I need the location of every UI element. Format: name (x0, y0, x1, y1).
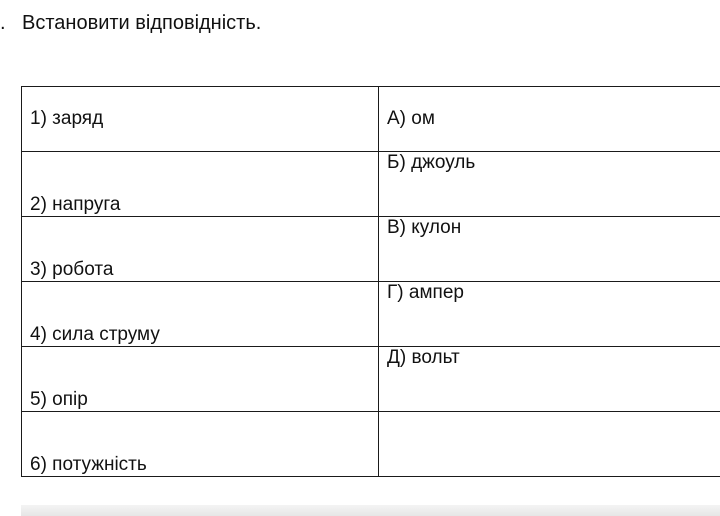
quantity-cell: 6) потужність (22, 412, 379, 477)
unit-cell: А) ом (379, 87, 720, 152)
quantity-cell: 5) опір (22, 347, 379, 412)
unit-cell: Б) джоуль (379, 152, 720, 217)
table-row (22, 412, 720, 477)
quantity-cell: 2) напруга (22, 152, 379, 217)
table-row (22, 87, 720, 152)
table-row (22, 217, 720, 282)
table-row (22, 282, 720, 347)
quantity-cell: 3) робота (22, 217, 379, 282)
table-row (22, 347, 720, 412)
unit-cell-empty (379, 412, 720, 477)
unit-cell: В) кулон (379, 217, 720, 282)
table-row (22, 152, 720, 217)
page-bottom-shadow (21, 505, 720, 516)
unit-cell: Д) вольт (379, 347, 720, 412)
unit-cell: Г) ампер (379, 282, 720, 347)
task-title: Встановити відповідність. (22, 11, 262, 34)
task-number: . (0, 11, 6, 34)
matching-table (21, 86, 720, 477)
quantity-cell: 4) сила струму (22, 282, 379, 347)
quantity-cell: 1) заряд (22, 87, 379, 152)
task-header (0, 8, 261, 38)
